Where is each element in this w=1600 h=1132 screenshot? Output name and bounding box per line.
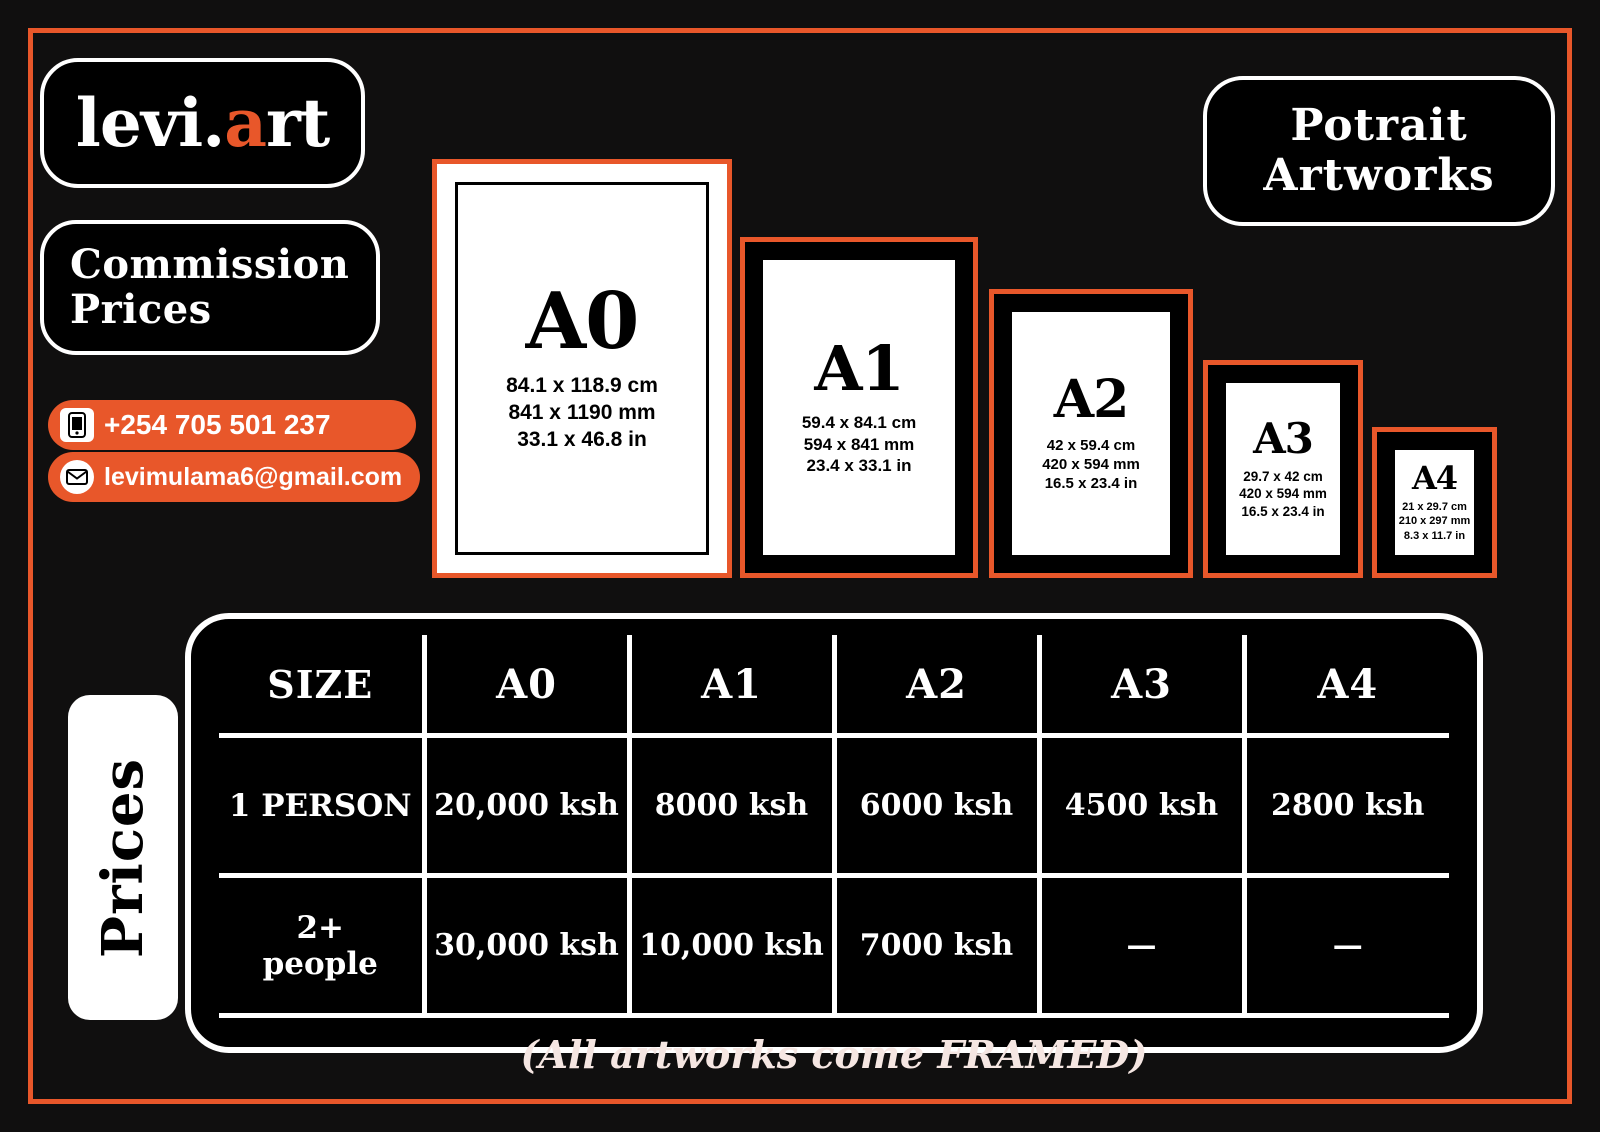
table-header-a4: A4 bbox=[1244, 635, 1449, 736]
table-header-size: SIZE bbox=[219, 635, 424, 736]
frame-a2-label: A2 bbox=[1053, 368, 1129, 430]
frame-a2-cm: 42 x 59.4 cm bbox=[1046, 436, 1136, 454]
frame-a1-mm: 594 x 841 mm bbox=[803, 434, 915, 454]
row-label-2plus-line1: 2+ bbox=[296, 909, 345, 946]
frame-a3-dimensions bbox=[1239, 468, 1327, 520]
phone-icon bbox=[60, 408, 94, 442]
frame-a4-dimensions bbox=[1399, 500, 1471, 542]
frame-a2 bbox=[989, 289, 1193, 578]
frame-a4 bbox=[1372, 427, 1497, 578]
frame-a4-in: 8.3 x 11.7 in bbox=[1403, 529, 1466, 542]
logo-tail: rt bbox=[265, 84, 330, 162]
price-2plus-a3: — bbox=[1039, 876, 1244, 1016]
table-header-a2: A2 bbox=[834, 635, 1039, 736]
frame-a0-inner bbox=[455, 182, 709, 555]
frame-a0-in: 33.1 x 46.8 in bbox=[517, 427, 647, 451]
frame-a1-inner bbox=[763, 260, 955, 555]
portrait-title-line2: Artworks bbox=[1263, 150, 1495, 201]
table-header-a3: A3 bbox=[1039, 635, 1244, 736]
contact-email-text: levimulama6@gmail.com bbox=[104, 462, 403, 491]
row-label-2plus-line2: people bbox=[262, 945, 378, 982]
frame-a0-label: A0 bbox=[525, 276, 639, 368]
frame-a1-cm: 59.4 x 84.1 cm bbox=[801, 412, 917, 432]
frame-a1 bbox=[740, 237, 978, 578]
table-header-row bbox=[219, 635, 1449, 736]
brand-logo bbox=[40, 58, 365, 188]
frame-a0-mm: 841 x 1190 mm bbox=[508, 401, 656, 425]
commission-title-line2: Prices bbox=[70, 285, 212, 333]
commission-prices-title bbox=[40, 220, 380, 355]
brand-logo-text bbox=[75, 84, 330, 162]
frame-a3-mm: 420 x 594 mm bbox=[1239, 486, 1327, 502]
table-row bbox=[219, 876, 1449, 1016]
frame-a3-cm: 29.7 x 42 cm bbox=[1243, 469, 1323, 485]
contact-phone[interactable] bbox=[48, 400, 416, 450]
contact-email[interactable] bbox=[48, 452, 420, 502]
price-1person-a1: 8000 ksh bbox=[629, 736, 834, 876]
price-2plus-a2: 7000 ksh bbox=[834, 876, 1039, 1016]
frame-a0-cm: 84.1 x 118.9 cm bbox=[506, 374, 658, 398]
table-row bbox=[219, 736, 1449, 876]
frame-a4-inner bbox=[1395, 450, 1474, 555]
prices-side-tab-label: Prices bbox=[90, 757, 157, 958]
frame-a2-dimensions bbox=[1042, 436, 1140, 494]
logo-accent: a bbox=[224, 84, 266, 162]
table-header-a1: A1 bbox=[629, 635, 834, 736]
frame-a2-inner bbox=[1012, 312, 1170, 555]
frame-a3-in: 16.5 x 23.4 in bbox=[1241, 503, 1325, 519]
frame-a4-label: A4 bbox=[1411, 459, 1458, 498]
frame-a0 bbox=[432, 159, 732, 578]
frame-a2-in: 16.5 x 23.4 in bbox=[1044, 475, 1138, 493]
frame-a1-dimensions bbox=[802, 412, 916, 477]
table-header-a0: A0 bbox=[424, 635, 629, 736]
frame-a1-label: A1 bbox=[814, 331, 904, 405]
row-label-1-person: 1 PERSON bbox=[219, 736, 424, 876]
frame-a4-cm: 21 x 29.7 cm bbox=[1402, 501, 1467, 514]
frame-a1-in: 23.4 x 33.1 in bbox=[806, 456, 912, 476]
contact-phone-text: +254 705 501 237 bbox=[104, 409, 331, 440]
framed-note: (All artworks come FRAMED) bbox=[520, 1032, 1148, 1077]
commission-title-line1: Commission bbox=[70, 240, 350, 288]
portrait-title-line1: Potrait bbox=[1290, 100, 1468, 152]
price-table bbox=[219, 635, 1449, 1018]
frame-a0-dimensions bbox=[506, 373, 658, 454]
price-1person-a4: 2800 ksh bbox=[1244, 736, 1449, 876]
price-1person-a3: 4500 ksh bbox=[1039, 736, 1244, 876]
frame-a4-mm: 210 x 297 mm bbox=[1398, 515, 1471, 528]
price-2plus-a0: 30,000 ksh bbox=[424, 876, 629, 1016]
frame-a2-mm: 420 x 594 mm bbox=[1042, 455, 1140, 473]
logo-main: levi. bbox=[75, 84, 225, 162]
price-1person-a0: 20,000 ksh bbox=[424, 736, 629, 876]
price-2plus-a4: — bbox=[1244, 876, 1449, 1016]
portrait-artworks-title bbox=[1203, 76, 1555, 226]
frame-a3-label: A3 bbox=[1253, 414, 1313, 464]
email-icon bbox=[60, 460, 94, 494]
price-table-panel bbox=[185, 613, 1483, 1077]
frame-a3-inner bbox=[1226, 383, 1340, 555]
prices-side-tab bbox=[68, 695, 178, 1020]
row-label-2plus-people bbox=[219, 876, 424, 1016]
frame-a3 bbox=[1203, 360, 1363, 578]
price-2plus-a1: 10,000 ksh bbox=[629, 876, 834, 1016]
price-1person-a2: 6000 ksh bbox=[834, 736, 1039, 876]
